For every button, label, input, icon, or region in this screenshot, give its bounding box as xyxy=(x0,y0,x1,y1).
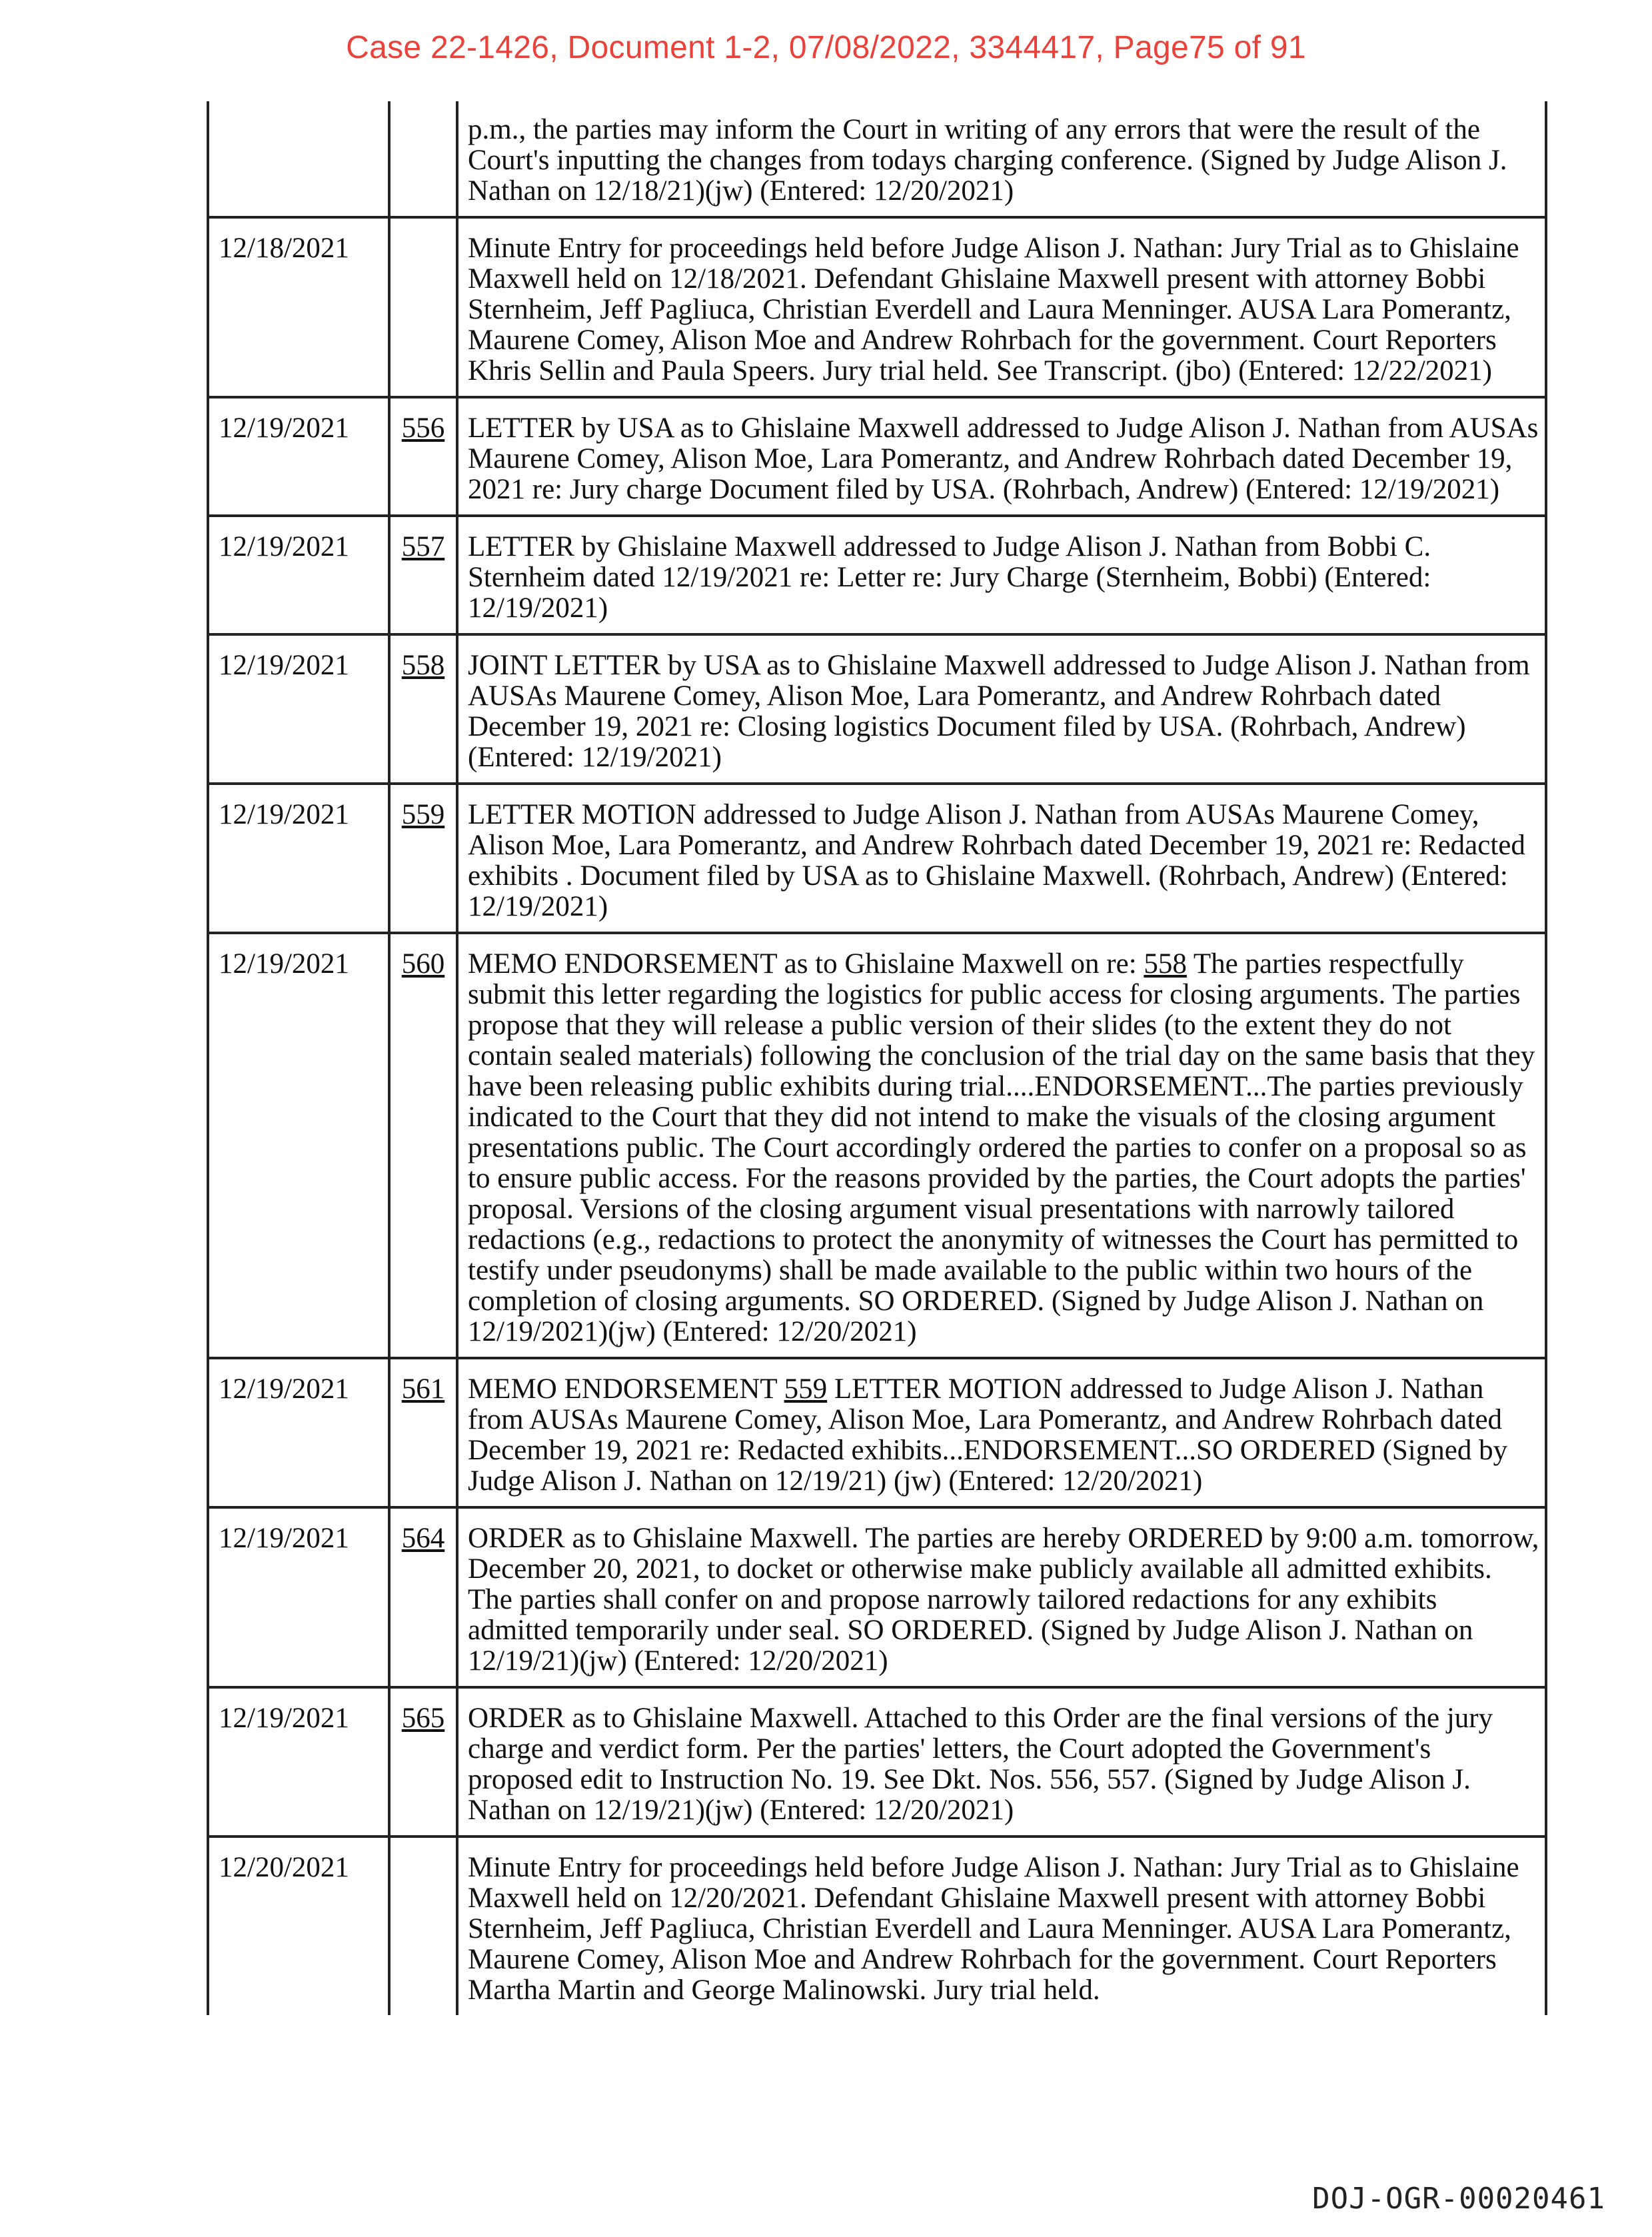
docket-entry xyxy=(208,217,1546,397)
docket-entry xyxy=(208,516,1546,634)
entry-text-after-ref: LETTER MOTION addressed to Judge Alison J. Nathan from AUSAs Maurene Comey, Alison Moe, Lara Pomerantz, and Andrew Rohrbach dated December 19, 2021 re: Redacted exhibits...ENDORSEMENT...SO ORDERED (Signed by Judge Alison J. Nathan on 12/19/21) (jw) (Entered: 12/20/2021) xyxy=(468,1373,1508,1497)
entry-date: 12/20/2021 xyxy=(208,1837,389,2015)
entry-text xyxy=(457,1358,1546,1507)
entry-text: Minute Entry for proceedings held before Judge Alison J. Nathan: Jury Trial as to Ghislaine Maxwell held on 12/20/2021. Defendant Ghislaine Maxwell present with attorney Bobbi Sternheim, Jeff Pagliuca, Christian Everdell and Laura Menninger. AUSA Lara Pomerantz, Maurene Comey, Alison Moe and Andrew Rohrbach for the government. Court Reporters Martha Martin and George Malinowski. Jury trial held. xyxy=(457,1837,1546,2015)
entry-date xyxy=(208,101,389,217)
entry-number-link[interactable]: 557 xyxy=(389,516,457,634)
docket-entry xyxy=(208,1507,1546,1687)
entry-number-link[interactable]: 561 xyxy=(389,1358,457,1507)
entry-number-link[interactable]: 565 xyxy=(389,1687,457,1837)
docket-entry xyxy=(208,101,1546,217)
entry-text-before-ref: MEMO ENDORSEMENT as to Ghislaine Maxwell on re: xyxy=(468,948,1144,980)
entry-date: 12/18/2021 xyxy=(208,217,389,397)
entry-text: LETTER by Ghislaine Maxwell addressed to Judge Alison J. Nathan from Bobbi C. Sternheim dated 12/19/2021 re: Letter re: Jury Charge (Sternheim, Bobbi) (Entered: 12/19/2021) xyxy=(457,516,1546,634)
entry-date: 12/19/2021 xyxy=(208,397,389,516)
entry-text: LETTER by USA as to Ghislaine Maxwell addressed to Judge Alison J. Nathan from AUSAs Maurene Comey, Alison Moe, Lara Pomerantz, and Andrew Rohrbach dated December 19, 2021 re: Jury charge Document filed by USA. (Rohrbach, Andrew) (Entered: 12/19/2021) xyxy=(457,397,1546,516)
entry-date: 12/19/2021 xyxy=(208,516,389,634)
entry-number-link[interactable]: 564 xyxy=(389,1507,457,1687)
case-header: Case 22-1426, Document 1-2, 07/08/2022, 3344417, Page75 of 91 xyxy=(346,30,1306,65)
entry-number-link xyxy=(389,1837,457,2015)
entry-number-link xyxy=(389,101,457,217)
entry-text: p.m., the parties may inform the Court in writing of any errors that were the result of the Court's inputting the changes from todays charging conference. (Signed by Judge Alison J. Nathan on 12/18/21)(jw) (Entered: 12/20/2021) xyxy=(457,101,1546,217)
docket-entry xyxy=(208,1687,1546,1837)
entry-text: ORDER as to Ghislaine Maxwell. Attached to this Order are the final versions of the jury charge and verdict form. Per the parties' letters, the Court adopted the Government's proposed edit to Instruction No. 19. See Dkt. Nos. 556, 557. (Signed by Judge Alison J. Nathan on 12/19/21)(jw) (Entered: 12/20/2021) xyxy=(457,1687,1546,1837)
docket-entry xyxy=(208,1358,1546,1507)
docket-entry xyxy=(208,397,1546,516)
entry-date: 12/19/2021 xyxy=(208,784,389,933)
entry-date: 12/19/2021 xyxy=(208,1358,389,1507)
docket-entry xyxy=(208,933,1546,1358)
entry-date: 12/19/2021 xyxy=(208,1687,389,1837)
entry-text: ORDER as to Ghislaine Maxwell. The parties are hereby ORDERED by 9:00 a.m. tomorrow, December 20, 2021, to docket or otherwise make publicly available all admitted exhibits. The parties shall confer on and propose narrowly tailored redactions for any exhibits admitted temporarily under seal. SO ORDERED. (Signed by Judge Alison J. Nathan on 12/19/21)(jw) (Entered: 12/20/2021) xyxy=(457,1507,1546,1687)
docket-entry xyxy=(208,634,1546,784)
entry-text xyxy=(457,933,1546,1358)
docket-entry xyxy=(208,784,1546,933)
entry-text: JOINT LETTER by USA as to Ghislaine Maxwell addressed to Judge Alison J. Nathan from AUSAs Maurene Comey, Alison Moe, Lara Pomerantz, and Andrew Rohrbach dated December 19, 2021 re: Closing logistics Document filed by USA. (Rohrbach, Andrew) (Entered: 12/19/2021) xyxy=(457,634,1546,784)
entry-number-link[interactable]: 558 xyxy=(389,634,457,784)
docket-entry xyxy=(208,1837,1546,2015)
referenced-docket-link[interactable]: 559 xyxy=(784,1373,828,1405)
entry-date: 12/19/2021 xyxy=(208,634,389,784)
entry-text-after-ref: The parties respectfully submit this letter regarding the logistics for public access for closing arguments. The parties propose that they will release a public version of their slides (to the extent they do not contain sealed materials) following the conclusion of the trial day on the same basis that they have been releasing public exhibits during trial....ENDORSEMENT...The parties previously indicated to the Court that they did not intend to make the visuals of the closing argument presentations public. The Court accordingly ordered the parties to confer on a proposal so as to ensure public access. For the reasons provided by the parties, the Court adopts the parties' proposal. Versions of the closing argument visual presentations with narrowly tailored redactions (e.g., redactions to protect the anonymity of witnesses the Court has permitted to testify under pseudonyms) shall be made available to the public within two hours of the completion of closing arguments. SO ORDERED. (Signed by Judge Alison J. Nathan on 12/19/2021)(jw) (Entered: 12/20/2021) xyxy=(468,948,1535,1347)
entry-text: Minute Entry for proceedings held before Judge Alison J. Nathan: Jury Trial as to Ghislaine Maxwell held on 12/18/2021. Defendant Ghislaine Maxwell present with attorney Bobbi Sternheim, Jeff Pagliuca, Christian Everdell and Laura Menninger. AUSA Lara Pomerantz, Maurene Comey, Alison Moe and Andrew Rohrbach for the government. Court Reporters Khris Sellin and Paula Speers. Jury trial held. See Transcript. (jbo) (Entered: 12/22/2021) xyxy=(457,217,1546,397)
entry-date: 12/19/2021 xyxy=(208,1507,389,1687)
entry-number-link[interactable]: 559 xyxy=(389,784,457,933)
referenced-docket-link[interactable]: 558 xyxy=(1144,948,1187,980)
entry-number-link xyxy=(389,217,457,397)
bates-number: DOJ-OGR-00020461 xyxy=(1312,2182,1605,2216)
entry-date: 12/19/2021 xyxy=(208,933,389,1358)
docket-table xyxy=(207,101,1547,2015)
entry-number-link[interactable]: 560 xyxy=(389,933,457,1358)
entry-text-before-ref: MEMO ENDORSEMENT xyxy=(468,1373,784,1405)
entry-number-link[interactable]: 556 xyxy=(389,397,457,516)
entry-text: LETTER MOTION addressed to Judge Alison J. Nathan from AUSAs Maurene Comey, Alison Moe, Lara Pomerantz, and Andrew Rohrbach dated December 19, 2021 re: Redacted exhibits . Document filed by USA as to Ghislaine Maxwell. (Rohrbach, Andrew) (Entered: 12/19/2021) xyxy=(457,784,1546,933)
